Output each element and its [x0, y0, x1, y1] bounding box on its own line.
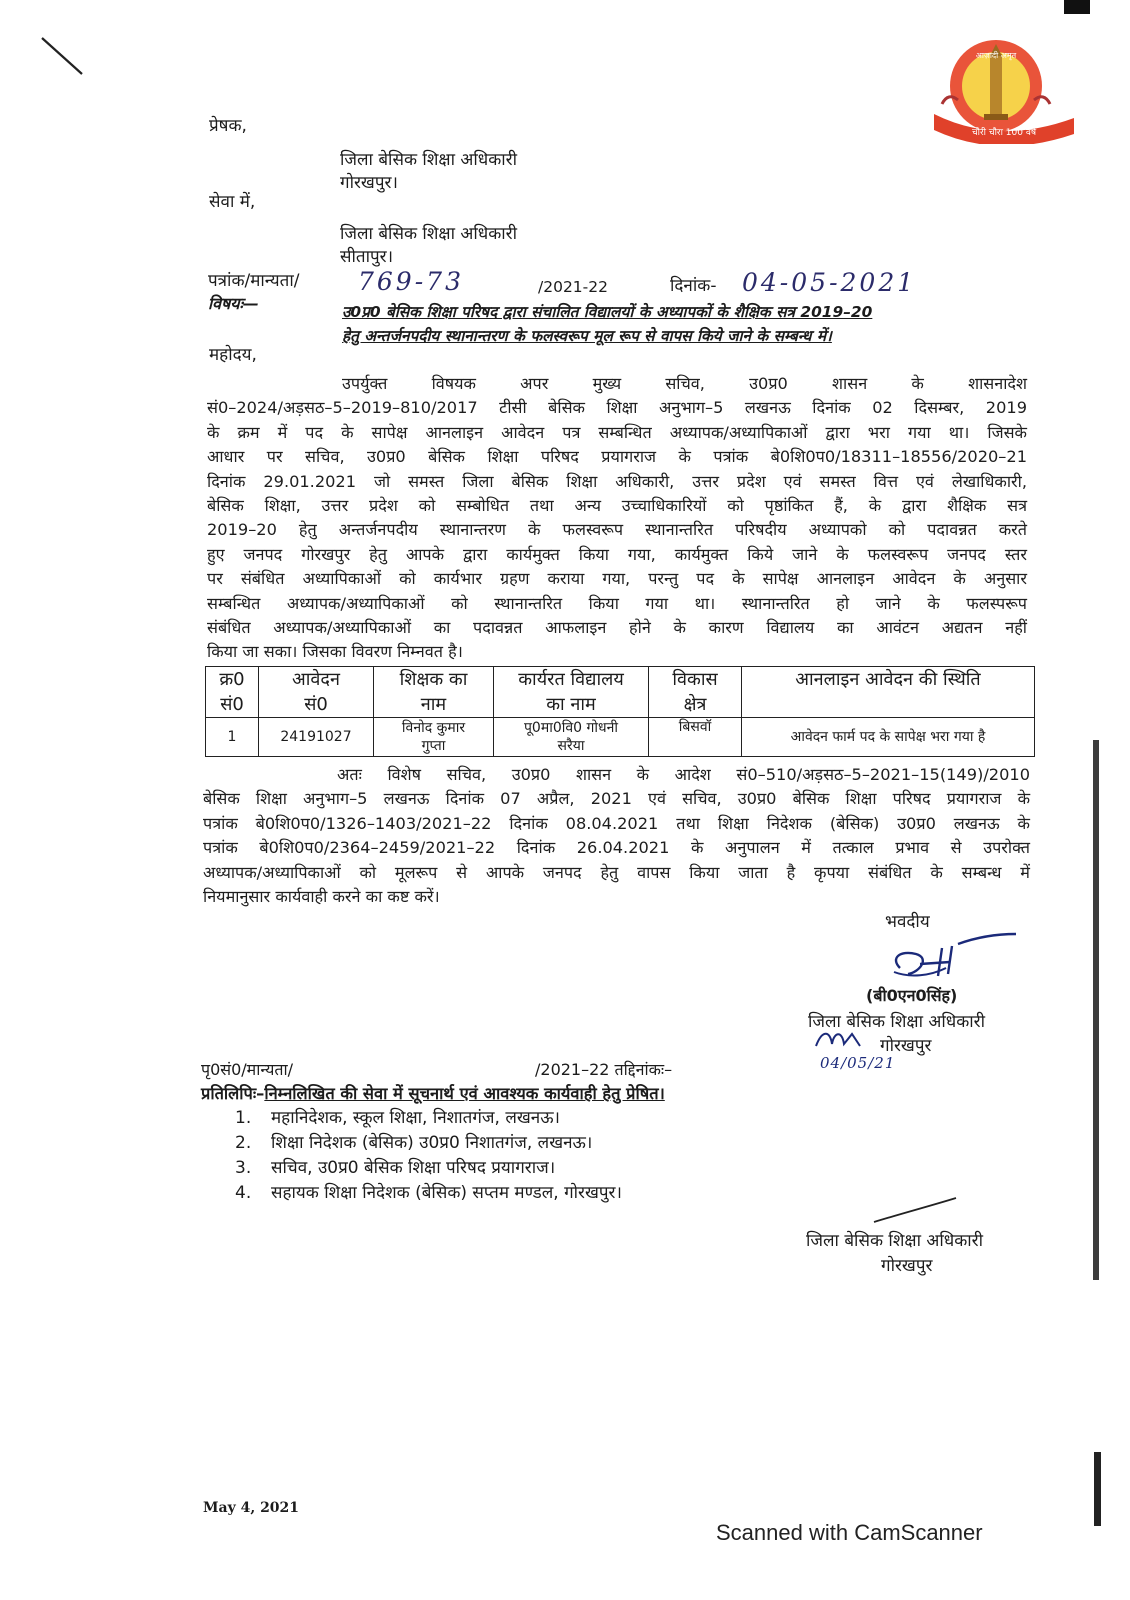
ref-handwritten: 769-73	[358, 267, 464, 296]
body-line: हुए जनपद गोरखपुर हेतु आपके द्वारा कार्यमुक्त किया गया, कार्यमुक्त किये जाने के फलस्वरूप जनपद स्तर	[207, 544, 1027, 564]
col-school-name: कार्यरत विद्यालय का नाम	[494, 667, 649, 718]
subject-block	[342, 300, 1037, 348]
cell-sno: 1	[206, 718, 259, 757]
copy-heading-text: निम्नलिखित की सेवा में सूचनार्थ एवं आवश्यक कार्यवाही हेतु प्रेषित।	[264, 1084, 665, 1103]
list-item: 4. सहायक शिक्षा निदेशक (बेसिक) सप्तम मण्डल, गोरखपुर।	[235, 1183, 622, 1203]
cell-school-name: पू0मा0वि0 गोधनी सरैया	[494, 718, 649, 757]
endorsement-ref: पृ0सं0/मान्यता/	[201, 1060, 294, 1079]
closing: भवदीय	[885, 912, 930, 932]
body-line: आधार पर सचिव, उ0प्र0 बेसिक शिक्षा परिषद प्रयागराज के पत्रांक बे0शि0प0/18311–18556/2020–21	[207, 447, 1027, 467]
body2-line: नियमानुसार कार्यवाही करने का कष्ट करें।	[203, 887, 440, 907]
copy-heading	[201, 1084, 665, 1104]
body-line: के क्रम में पद के सापेक्ष आनलाइन आवेदन पत्र सम्बन्धित अध्यापक/अध्यापिकाओं द्वारा भरा गया था। जिसके	[207, 422, 1027, 442]
body2-paragraph	[203, 763, 1030, 909]
ref-label: पत्रांक/मान्यता/	[208, 271, 300, 291]
body2-line: पत्रांक बे0शि0प0/2364–2459/2021–22 दिनांक 26.04.2021 के अनुपालन में तत्काल प्रभाव से उपरोक्त	[203, 838, 1030, 858]
initials-mark	[812, 1024, 872, 1054]
sender-line-1: जिला बेसिक शिक्षा अधिकारी	[340, 150, 518, 170]
svg-text:चौरी चौरा 100 वर्ष: चौरी चौरा 100 वर्ष	[971, 128, 1037, 138]
body-line: उपर्युक्त विषयक अपर मुख्य सचिव, उ0प्र0 शासन के शासनादेश	[342, 374, 1027, 393]
camscanner-watermark: Scanned with CamScanner	[716, 1520, 983, 1545]
col-online-status: आनलाइन आवेदन की स्थिति	[742, 667, 1035, 718]
teacher-table-wrap	[205, 666, 1035, 757]
body-line: 2019–20 हेतु अन्तर्जनपदीय स्थानान्तरण के फलस्वरूप स्थानान्तरित परिषदीय अध्यापको को पदावन्नत करते	[207, 520, 1027, 540]
sender-line-2: गोरखपुर।	[340, 173, 398, 193]
cell-application-no: 24191027	[259, 718, 374, 757]
ref-year: /2021-22	[538, 278, 608, 296]
footer-title: जिला बेसिक शिक्षा अधिकारी	[806, 1231, 984, 1251]
table-row	[206, 718, 1035, 757]
recipient-label: सेवा में,	[209, 192, 256, 212]
copy-list	[235, 1106, 622, 1206]
body-line: सम्बन्धित अध्यापक/अध्यापिकाओं को स्थानान्तरित किया गया था। स्थानान्तरित हो जाने के फलस्परूप	[207, 593, 1027, 613]
scan-edge-mark	[1064, 0, 1090, 14]
date-label: दिनांक-	[670, 276, 717, 296]
scan-edge-line	[1093, 740, 1099, 1280]
body-line: दिनांक 29.01.2021 जो समस्त जिला बेसिक शिक्षा अधिकारी, उत्तर प्रदेश एवं समस्त वित्त एवं लेखाधिकारी,	[207, 471, 1027, 491]
body-paragraph	[207, 372, 1027, 665]
date-handwritten: 04-05-2021	[742, 268, 917, 297]
signatory-place: गोरखपुर	[880, 1036, 932, 1056]
sender-label: प्रेषक,	[209, 116, 247, 136]
recipient-line-1: जिला बेसिक शिक्षा अधिकारी	[340, 224, 518, 244]
footer-place: गोरखपुर	[881, 1256, 933, 1276]
scan-edge-line-bottom	[1094, 1452, 1101, 1526]
body2-line: पत्रांक बे0शि0प0/1326–1403/2021–22 दिनांक 08.04.2021 तथा शिक्षा निदेशक (बेसिक) उ0प्र0 लखनऊ के	[203, 813, 1030, 833]
recipient-line-2: सीतापुर।	[340, 247, 394, 267]
teacher-table	[205, 666, 1035, 757]
signature-image	[880, 928, 1020, 988]
body-line: किया जा सका। जिसका विवरण निम्नवत है।	[207, 642, 463, 662]
subject-line-2: हेतु अन्तर्जनपदीय स्थानान्तरण के फलस्वरूप मूल रूप से वापस किये जाने के सम्बन्ध में।	[342, 327, 832, 345]
pen-mark	[40, 36, 90, 80]
cell-block: बिसवॉ	[649, 718, 742, 757]
chauri-chaura-logo	[928, 34, 1078, 144]
body-line: पर संबंधित अध्यापिकाओं को कार्यभार ग्रहण कराया गया, परन्तु पद के सापेक्ष आनलाइन आवेदन के अनुसार	[207, 569, 1027, 589]
footer-signature-stroke	[870, 1196, 960, 1226]
list-item: 1. महानिदेशक, स्कूल शिक्षा, निशातगंज, लखनऊ।	[235, 1108, 560, 1128]
print-date: May 4, 2021	[203, 1500, 300, 1516]
body-line: संबंधित अध्यापक/अध्यापिकाओं का पदावन्नत आफलाइन होने के कारण विद्यालय का आवंटन अद्यतन नहीं	[207, 618, 1027, 638]
list-item: 3. सचिव, उ0प्र0 बेसिक शिक्षा परिषद प्रयागराज।	[235, 1158, 556, 1178]
table-header-row	[206, 667, 1035, 718]
body2-line: अध्यापक/अध्यापिकाओं को मूलरूप से आपके जनपद हेतु वापस किया जाता है कृपया संबंधित के सम्बन्ध में	[203, 862, 1030, 882]
col-teacher-name: शिक्षक का नाम	[374, 667, 494, 718]
subject-line-1: उ0प्र0 बेसिक शिक्षा परिषद द्वारा संचालित विद्यालयों के अध्यापकों के शैक्षिक सत्र 2019–20	[342, 303, 873, 321]
list-item: 2. शिक्षा निदेशक (बेसिक) उ0प्र0 निशातगंज, लखनऊ।	[235, 1133, 593, 1153]
salutation: महोदय,	[209, 345, 257, 365]
col-block: विकास क्षेत्र	[649, 667, 742, 718]
signatory-title: जिला बेसिक शिक्षा अधिकारी	[808, 1012, 986, 1032]
initials-date: 04/05/21	[820, 1054, 896, 1072]
col-sno: क्र0 सं0	[206, 667, 259, 718]
body-line: सं0–2024/अड़सठ–5–2019–810/2017 टीसी बेसिक शिक्षा अनुभाग–5 लखनऊ दिनांक 02 दिसम्बर, 2019	[207, 398, 1027, 418]
endorsement-year: /2021–22 तद्दिनांकः–	[535, 1060, 673, 1079]
subject-label: विषयः—	[208, 294, 259, 313]
cell-teacher-name: विनोद कुमार गुप्ता	[374, 718, 494, 757]
col-application-no: आवेदन सं0	[259, 667, 374, 718]
signatory-name: (बी0एन0सिंह)	[866, 986, 958, 1005]
body2-line: अतः विशेष सचिव, उ0प्र0 शासन के आदेश सं0–510/अड़सठ–5–2021–15(149)/2010	[337, 765, 1030, 784]
svg-text:आज़ादी अमृत: आज़ादी अमृत	[975, 51, 1017, 60]
cell-online-status: आवेदन फार्म पद के सापेक्ष भरा गया है	[742, 718, 1035, 757]
body-line: बेसिक शिक्षा, उत्तर प्रदेश को सम्बोधित तथा अन्य उच्चाधिकारियों को पृष्ठांकित हैं, के द्वारा शैक्षिक सत्र	[207, 496, 1027, 516]
copy-label: प्रतिलिपिः–	[201, 1084, 265, 1103]
body2-line: बेसिक शिक्षा अनुभाग–5 लखनऊ दिनांक 07 अप्रैल, 2021 एवं सचिव, उ0प्र0 बेसिक शिक्षा परिषद प्रयागराज के	[203, 789, 1030, 809]
